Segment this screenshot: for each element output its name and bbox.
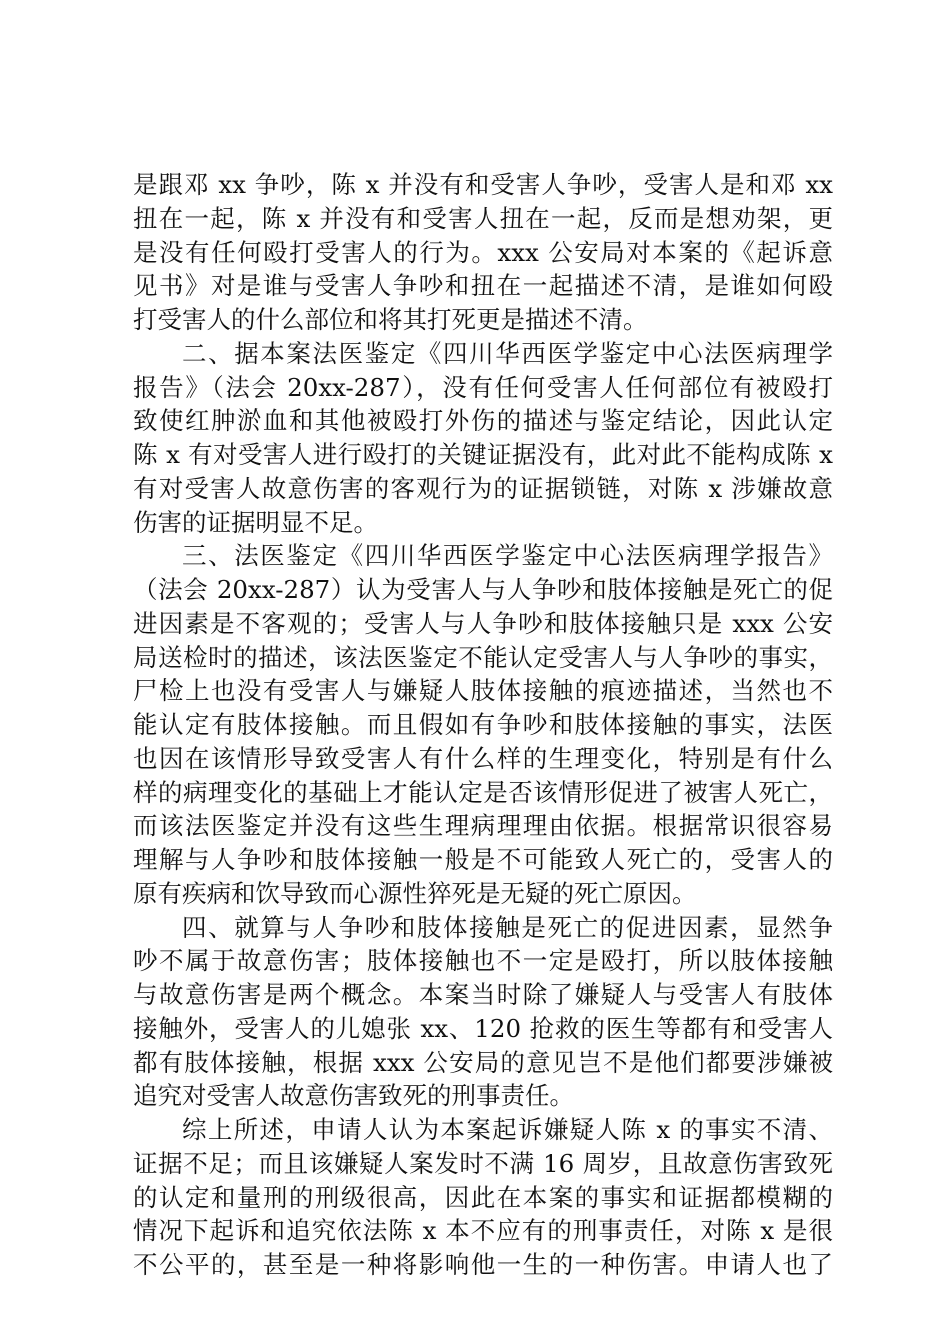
text-line: 是跟邓 xx 争吵，陈 x 并没有和受害人争吵，受害人是和邓 xx <box>133 170 833 199</box>
text-line: 与故意伤害是两个概念。本案当时除了嫌疑人与受害人有肢体 <box>133 980 833 1009</box>
text-line: 伤害的证据明显不足。 <box>133 507 378 537</box>
paragraph-2-heading-line: 二、据本案法医鉴定《四川华西医学鉴定中心法医病理学 <box>182 338 833 368</box>
text-line: 能认定有肢体接触。而且假如有争吵和肢体接触的事实，法医 <box>133 710 833 739</box>
paragraph-4-heading-line: 四、就算与人争吵和肢体接触是死亡的促进因素，显然争 <box>182 912 833 942</box>
text-line: 样的病理变化的基础上才能认定是否该情形促进了被害人死亡， <box>133 777 833 807</box>
text-line: 陈 x 有对受害人进行殴打的关键证据没有，此对此不能构成陈 x <box>133 440 833 469</box>
text-line: 追究对受害人故意伤害致死的刑事责任。 <box>133 1081 574 1111</box>
text-line: 有对受害人故意伤害的客观行为的证据锁链，对陈 x 涉嫌故意 <box>133 473 833 503</box>
text-line: 吵不属于故意伤害；肢体接触也不一定是殴打，所以肢体接触 <box>133 946 833 976</box>
document-body <box>133 168 833 1282</box>
text-line: 理解与人争吵和肢体接触一般是不可能致人死亡的，受害人的 <box>133 845 833 874</box>
text-line: 也因在该情形导致受害人有什么样的生理变化，特别是有什么 <box>133 743 833 773</box>
text-line: 的认定和量刑的刑级很高，因此在本案的事实和证据都模糊的 <box>133 1182 833 1212</box>
text-line: 进因素是不客观的；受害人与人争吵和肢体接触只是 xxx 公安 <box>133 608 833 638</box>
text-line: 报告》（法会 20xx-287），没有任何受害人任何部位有被殴打 <box>133 372 833 402</box>
text-line: 而该法医鉴定并没有这些生理病理理由依据。根据常识很容易 <box>133 811 833 841</box>
paragraph-3-heading-line: 三、法医鉴定《四川华西医学鉴定中心法医病理学报告》 <box>182 541 833 571</box>
text-line: 都有肢体接触，根据 xxx 公安局的意见岂不是他们都要涉嫌被 <box>133 1047 833 1077</box>
text-line: 是没有任何殴打受害人的行为。xxx 公安局对本案的《起诉意 <box>133 237 833 267</box>
text-line: 尸检上也没有受害人与嫌疑人肢体接触的痕迹描述，当然也不 <box>133 676 833 706</box>
text-line: 致使红肿淤血和其他被殴打外伤的描述与鉴定结论，因此认定 <box>133 406 833 436</box>
text-line: 情况下起诉和追究依法陈 x 本不应有的刑事责任，对陈 x 是很 <box>133 1216 833 1246</box>
text-line: 局送检时的描述，该法医鉴定不能认定受害人与人争吵的事实， <box>133 642 833 672</box>
text-line: 见书》对是谁与受害人争吵和扭在一起描述不清，是谁如何殴 <box>133 271 833 301</box>
text-line: 打受害人的什么部位和将其打死更是描述不清。 <box>133 305 648 334</box>
text-line: 不公平的，甚至是一种将影响他一生的一种伤害。申请人也了 <box>133 1250 833 1279</box>
text-line: 扭在一起，陈 x 并没有和受害人扭在一起，反而是想劝架，更 <box>133 203 833 233</box>
text-line: 接触外，受害人的儿媳张 xx、120 抢救的医生等都有和受害人 <box>133 1013 833 1043</box>
text-line: 原有疾病和饮导致而心源性猝死是无疑的死亡原因。 <box>133 878 697 908</box>
summary-heading-line: 综上所述，申请人认为本案起诉嫌疑人陈 x 的事实不清、 <box>182 1115 833 1144</box>
text-line: 证据不足；而且该嫌疑人案发时不满 16 周岁，且故意伤害致死 <box>133 1148 833 1178</box>
text-line: （法会 20xx-287）认为受害人与人争吵和肢体接触是死亡的促 <box>133 575 833 604</box>
